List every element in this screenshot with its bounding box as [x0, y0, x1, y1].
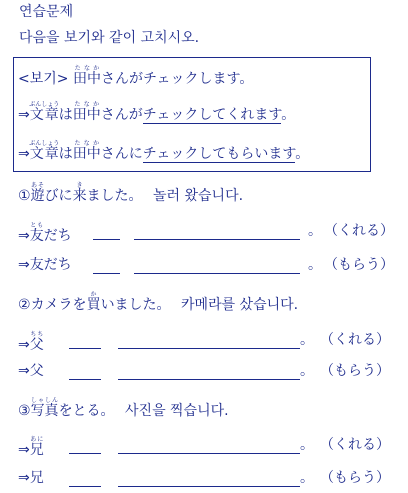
- subject-kanji: 父: [29, 363, 44, 379]
- answer-blank-long[interactable]: [118, 485, 300, 487]
- period: 。: [281, 107, 296, 123]
- example-line-1: [18, 65, 253, 88]
- exercise-2-answer-1: [18, 331, 44, 354]
- kanji: 来き: [72, 182, 87, 204]
- answer-blank-long[interactable]: [134, 238, 300, 240]
- example-line-3: [18, 140, 309, 163]
- kanji: 遊あそ: [30, 182, 45, 204]
- arrow-icon: ⇒: [18, 146, 30, 162]
- answer-blank-short[interactable]: [69, 485, 101, 487]
- particle: は: [58, 107, 73, 123]
- exercise-number: ①: [18, 188, 31, 204]
- exercise-1-answer-1: [18, 222, 72, 245]
- kanji: 買か: [86, 291, 101, 313]
- period: 。: [300, 470, 314, 486]
- exercise-2-prompt: [18, 291, 298, 314]
- arrow-icon: ⇒: [18, 257, 30, 273]
- example-mid: さんに: [100, 146, 143, 162]
- arrow-icon: ⇒: [18, 442, 30, 458]
- korean-translation: 사진을 찍습니다.: [125, 403, 229, 419]
- kana: をとる。: [58, 403, 115, 419]
- kana: いました。: [100, 297, 171, 313]
- exercise-2-answer-2: [18, 362, 44, 380]
- answer-blank-long[interactable]: [134, 272, 300, 274]
- subject-kanji: 兄: [29, 470, 44, 486]
- exercise-3-answer-2: [18, 469, 44, 487]
- example-mid: さんが: [100, 107, 143, 123]
- underlined-phrase: チェックしてもらいます: [142, 146, 296, 162]
- subject-kanji: 友とも: [29, 222, 44, 244]
- hint-text: （もらう）: [320, 363, 390, 379]
- period: 。: [308, 257, 322, 273]
- period: 。: [295, 146, 310, 162]
- subject-kanji: 父ちち: [29, 331, 44, 353]
- answer-blank-short[interactable]: [69, 378, 101, 380]
- answer-blank-long[interactable]: [118, 378, 300, 380]
- instruction-text: 다음을 보기와 같이 고치시오.: [19, 30, 200, 46]
- example-line-2: [18, 101, 295, 124]
- arrow-icon: ⇒: [18, 107, 30, 123]
- period: 。: [300, 363, 314, 379]
- example-sentence: さんがチェックします。: [100, 71, 254, 87]
- name-kanji: 田中たなか: [72, 65, 101, 87]
- period: 。: [308, 223, 322, 239]
- exercise-3-prompt: [18, 397, 229, 420]
- hint-text: （くれる）: [320, 437, 390, 453]
- kana: だち: [43, 257, 72, 273]
- period: 。: [300, 332, 314, 348]
- exercise-3-answer-1: [18, 436, 44, 459]
- hint-text: （くれる）: [320, 332, 390, 348]
- answer-blank-long[interactable]: [118, 347, 300, 349]
- word-kanji: 文章ぶんしょう: [29, 101, 60, 123]
- hint-text: （くれる）: [324, 223, 394, 239]
- particle: は: [58, 146, 73, 162]
- answer-blank-short[interactable]: [93, 272, 120, 274]
- kana: ました。: [86, 188, 143, 204]
- arrow-icon: ⇒: [18, 228, 30, 244]
- answer-blank-long[interactable]: [118, 452, 300, 454]
- example-label: <보기>: [18, 71, 69, 87]
- arrow-icon: ⇒: [18, 363, 30, 379]
- word-kanji: 文章ぶんしょう: [29, 140, 60, 162]
- kana: カメラを: [30, 297, 87, 313]
- exercise-number: ③: [18, 403, 31, 419]
- exercise-1-prompt: [18, 182, 243, 205]
- hint-text: （もらう）: [324, 257, 394, 273]
- exercise-1-answer-2: [18, 256, 72, 274]
- period: 。: [300, 437, 314, 453]
- arrow-icon: ⇒: [18, 337, 30, 353]
- answer-blank-short[interactable]: [93, 238, 120, 240]
- kana: だち: [43, 228, 72, 244]
- exercise-number: ②: [18, 297, 31, 313]
- underlined-phrase: チェックしてくれます: [142, 107, 282, 123]
- subject-kanji: 兄あに: [29, 436, 44, 458]
- hint-text: （もらう）: [320, 470, 390, 486]
- name-kanji: 田中たなか: [72, 140, 101, 162]
- page-title: 연습문제: [19, 4, 74, 20]
- korean-translation: 카메라를 샀습니다.: [181, 297, 299, 313]
- korean-translation: 놀러 왔습니다.: [153, 188, 244, 204]
- subject-kanji: 友: [29, 257, 44, 273]
- arrow-icon: ⇒: [18, 470, 30, 486]
- kanji: 写真しゃしん: [30, 397, 59, 419]
- answer-blank-short[interactable]: [69, 347, 101, 349]
- kana: びに: [44, 188, 73, 204]
- answer-blank-short[interactable]: [69, 452, 101, 454]
- name-kanji: 田中たなか: [72, 101, 101, 123]
